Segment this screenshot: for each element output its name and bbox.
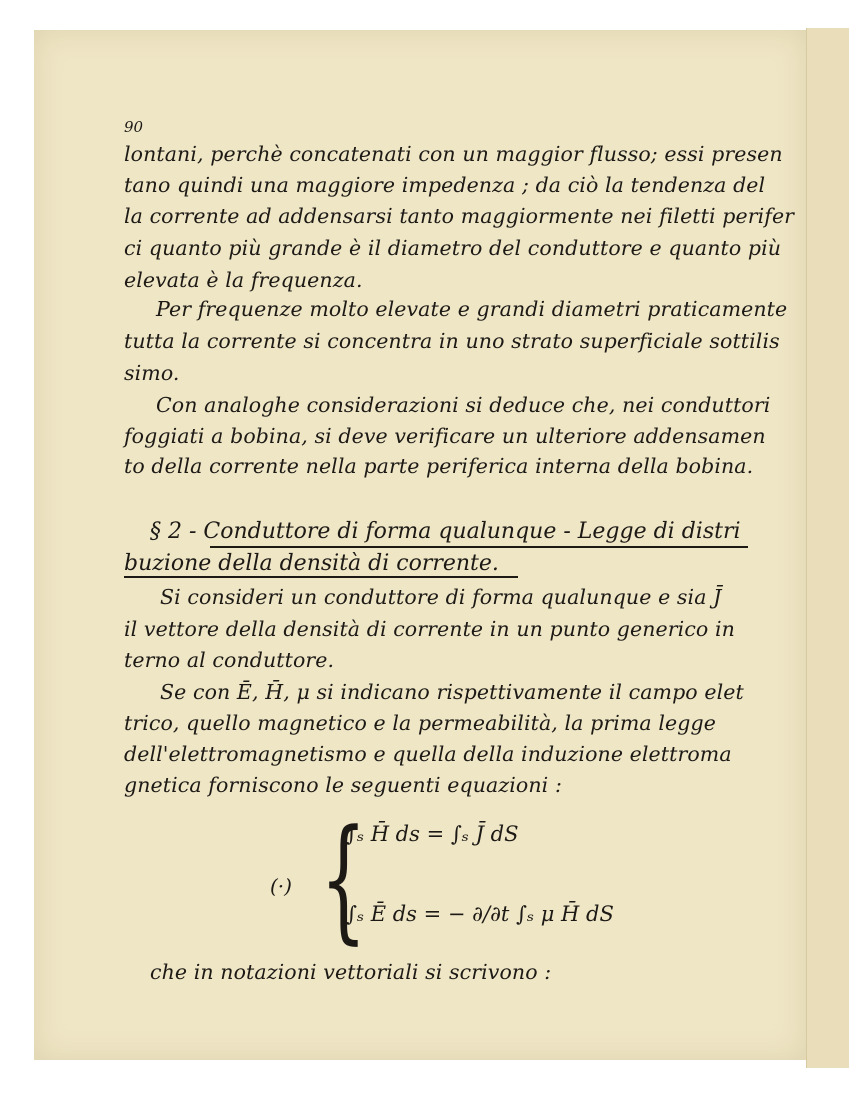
text-line: Per frequenze molto elevate e grandi diametri praticamente — [156, 297, 788, 321]
text-line: to della corrente nella parte periferica interna della bobina. — [124, 454, 754, 478]
text-line: ci quanto più grande è il diametro del conduttore e quanto più — [124, 236, 782, 260]
equation-label: (·) — [270, 874, 292, 898]
page-number: 90 — [124, 118, 144, 136]
text-line: tano quindi una maggiore impedenza ; da ciò la tendenza del — [124, 173, 766, 197]
section-heading: § 2 - Conduttore di forma qualunque - Legge di distri — [150, 519, 741, 544]
text-line: terno al conduttore. — [124, 648, 335, 672]
text-line: elevata è la frequenza. — [124, 268, 363, 292]
brace-symbol: { — [320, 801, 367, 957]
text-line: Se con Ē, H̄, μ si indicano rispettivamente il campo elet — [160, 680, 744, 704]
equation: ∫ₛ Ē ds = − ∂/∂t ∫ₛ μ H̄ dS — [346, 902, 614, 926]
text-line: trico, quello magnetico e la permeabilità, la prima legge — [124, 711, 716, 735]
text-line: la corrente ad addensarsi tanto maggiormente nei filetti perifer — [124, 204, 795, 228]
text-line: gnetica forniscono le seguenti equazioni : — [124, 773, 562, 797]
equation: ∫ₛ H̄ ds = ∫ₛ J̄ dS — [346, 822, 519, 846]
text-line: Si consideri un conduttore di forma qualunque e sia J̄ — [160, 585, 722, 609]
text-line: tutta la corrente si concentra in uno strato superficiale sottilis — [124, 329, 780, 353]
next-page-edge — [806, 28, 849, 1068]
section-heading: buzione della densità di corrente. — [124, 551, 499, 576]
text-line: Con analoghe considerazioni si deduce che, nei conduttori — [156, 393, 771, 417]
text-line: foggiati a bobina, si deve verificare un ulteriore addensamen — [124, 424, 766, 448]
heading-underline — [210, 546, 748, 548]
text-line: il vettore della densità di corrente in un punto generico in — [124, 617, 735, 641]
text-line: dell'elettromagnetismo e quella della induzione elettroma — [124, 742, 732, 766]
text-line: lontani, perchè concatenati con un maggior flusso; essi presen — [124, 142, 783, 166]
heading-underline — [124, 576, 518, 578]
text-line: simo. — [124, 361, 180, 385]
text-line: che in notazioni vettoriali si scrivono : — [150, 960, 552, 984]
